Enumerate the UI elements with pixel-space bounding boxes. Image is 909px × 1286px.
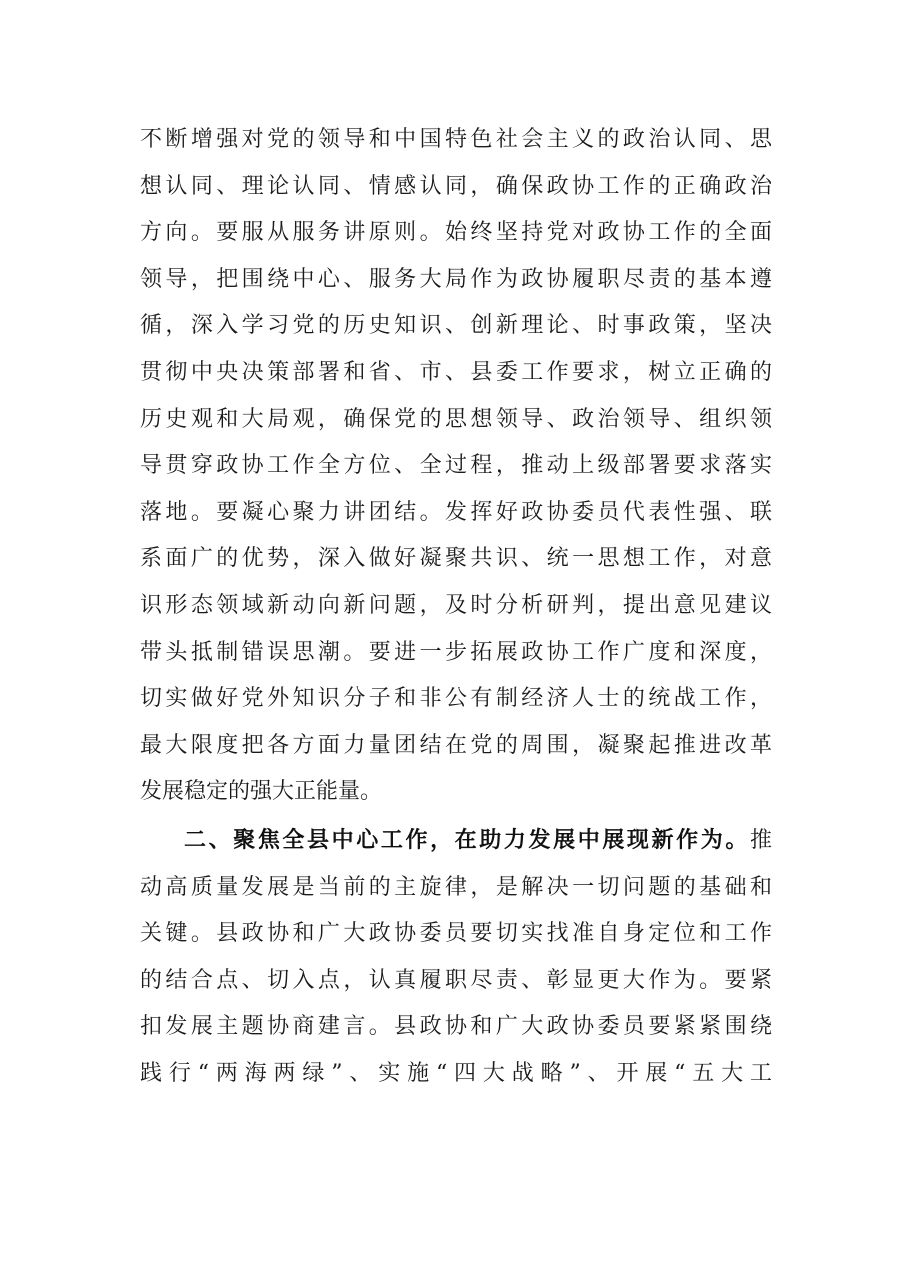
paragraph-1-line-2: 想认同、理论认同、情感认同，确保政协工作的正确政治 <box>140 173 772 199</box>
paragraph-1-line-15: 发展稳定的强大正能量。 <box>140 779 383 805</box>
paragraph-1-line-6: 贯彻中央决策部署和省、市、县委工作要求，树立正确的 <box>140 359 772 385</box>
paragraph-1-line-8: 导贯穿政协工作全方位、全过程，推动上级部署要求落实 <box>140 453 772 479</box>
paragraph-1-line-3: 方向。要服从服务讲原则。始终坚持党对政协工作的全面 <box>140 220 772 246</box>
paragraph-1-line-9: 落地。要凝心聚力讲团结。发挥好政协委员代表性强、联 <box>140 499 772 525</box>
paragraph-2-line-5: 扣发展主题协商建言。县政协和广大政协委员要紧紧围绕 <box>140 1014 772 1040</box>
paragraph-2-line-3: 关键。县政协和广大政协委员要切实找准自身定位和工作 <box>140 921 772 947</box>
section-heading-tail: 推 <box>749 828 772 853</box>
paragraph-1 <box>140 117 772 816</box>
paragraph-2-line-6: 践行“两海两绿”、实施“四大战略”、开展“五大工 <box>140 1060 772 1086</box>
paragraph-1-line-7: 历史观和大局观，确保党的思想领导、政治领导、组织领 <box>140 406 772 432</box>
paragraph-1-line-1: 不断增强对党的领导和中国特色社会主义的政治认同、思 <box>140 127 772 152</box>
paragraph-1-line-13: 切实做好党外知识分子和非公有制经济人士的统战工作， <box>140 686 772 712</box>
section-heading: 二、聚焦全县中心工作，在助力发展中展现新作为。 <box>184 828 750 853</box>
paragraph-1-line-11: 识形态领域新动向新问题，及时分析研判，提出意见建议 <box>140 592 772 618</box>
paragraph-1-line-14: 最大限度把各方面力量团结在党的周围，凝聚起推进改革 <box>140 732 772 758</box>
paragraph-1-line-10: 系面广的优势，深入做好凝聚共识、统一思想工作，对意 <box>140 546 772 572</box>
paragraph-2-line-1 <box>140 818 772 865</box>
paragraph-2-line-2: 动高质量发展是当前的主旋律，是解决一切问题的基础和 <box>140 874 772 900</box>
paragraph-1-line-5: 循，深入学习党的历史知识、创新理论、时事政策，坚决 <box>140 313 772 339</box>
paragraph-2-line-4: 的结合点、切入点，认真履职尽责、彰显更大作为。要紧 <box>140 967 772 993</box>
paragraph-1-line-12: 带头抵制错误思潮。要进一步拓展政协工作广度和深度， <box>140 639 772 665</box>
paragraph-1-line-4: 领导，把围绕中心、服务大局作为政协履职尽责的基本遵 <box>140 266 772 292</box>
paragraph-2 <box>140 818 772 1098</box>
